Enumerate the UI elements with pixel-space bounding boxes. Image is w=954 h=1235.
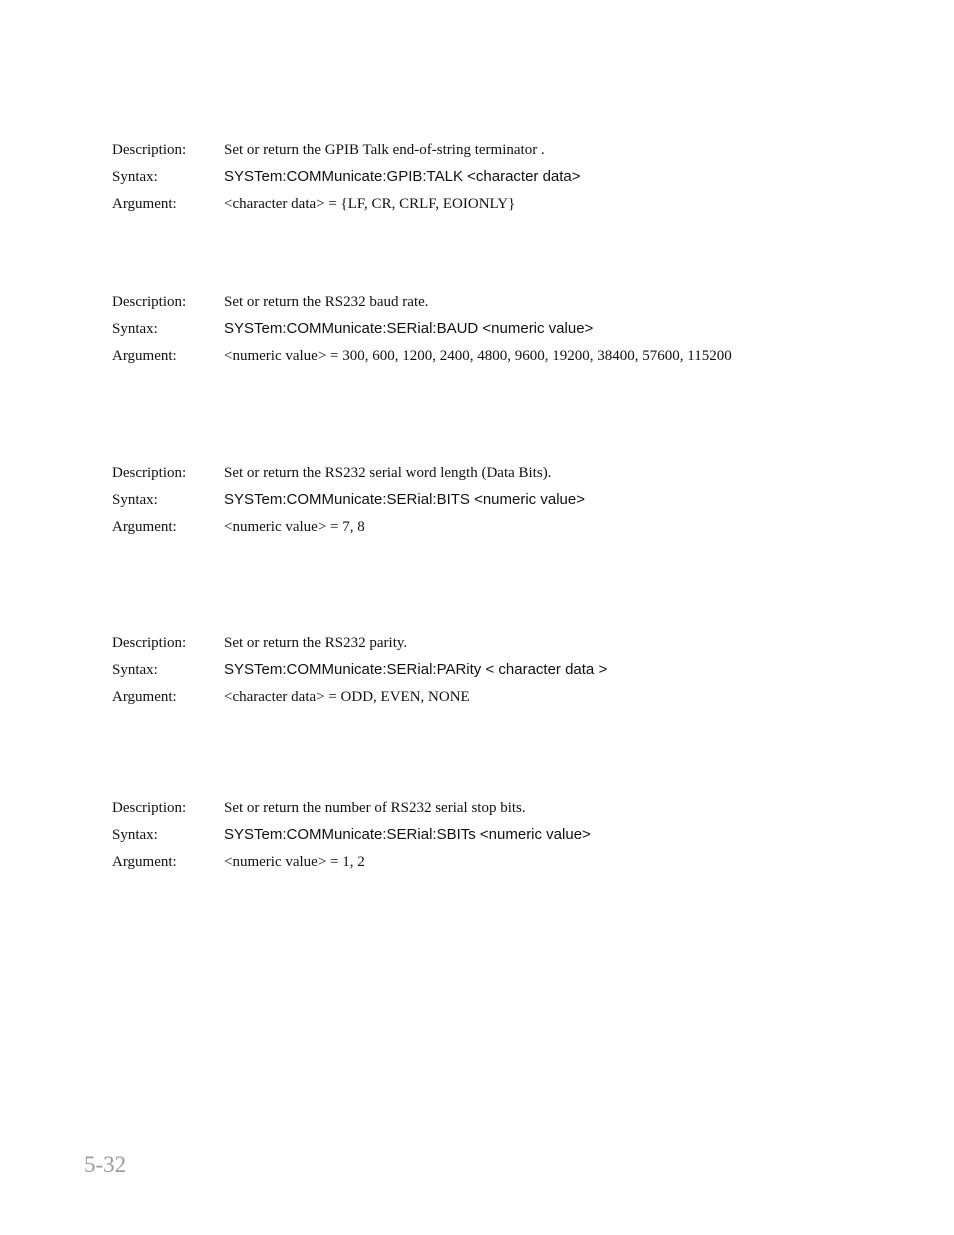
description-row (112, 140, 872, 167)
description-label: Description: (112, 142, 187, 158)
syntax-text: SYSTem:COMMunicate:GPIB:TALK <character data> (224, 168, 581, 185)
syntax-row (112, 660, 872, 687)
page-number: 5-32 (84, 1152, 127, 1177)
command-entry-serial-baud (112, 292, 872, 373)
argument-text: <numeric value> = 1, 2 (224, 854, 365, 870)
argument-row (112, 194, 872, 221)
command-entry-gpib-talk (112, 140, 872, 221)
description-label: Description: (112, 465, 187, 481)
argument-label: Argument: (112, 196, 177, 212)
argument-label: Argument: (112, 348, 177, 364)
argument-label: Argument: (112, 689, 177, 705)
syntax-label: Syntax: (112, 321, 158, 337)
argument-text: <character data> = ODD, EVEN, NONE (224, 689, 470, 705)
description-label: Description: (112, 294, 187, 310)
description-text: Set or return the number of RS232 serial stop bits. (224, 800, 526, 816)
syntax-row (112, 319, 872, 346)
syntax-row (112, 825, 872, 852)
argument-text: <character data> = {LF, CR, CRLF, EOIONLY} (224, 196, 516, 212)
description-label: Description: (112, 635, 187, 651)
syntax-label: Syntax: (112, 662, 158, 678)
argument-label: Argument: (112, 519, 177, 535)
description-text: Set or return the RS232 parity. (224, 635, 408, 651)
syntax-row (112, 490, 872, 517)
command-entry-serial-parity (112, 633, 872, 714)
description-text: Set or return the RS232 serial word length (Data Bits). (224, 465, 552, 481)
syntax-label: Syntax: (112, 827, 158, 843)
argument-text: <numeric value> = 300, 600, 1200, 2400, 4800, 9600, 19200, 38400, 57600, 115200 (224, 348, 732, 364)
syntax-text: SYSTem:COMMunicate:SERial:BITS <numeric value> (224, 491, 585, 508)
command-entry-serial-stop-bits (112, 798, 872, 879)
description-row (112, 633, 872, 660)
syntax-text: SYSTem:COMMunicate:SERial:SBITs <numeric value> (224, 826, 591, 843)
description-label: Description: (112, 800, 187, 816)
argument-row (112, 346, 872, 373)
description-row (112, 463, 872, 490)
description-text: Set or return the RS232 baud rate. (224, 294, 429, 310)
description-text: Set or return the GPIB Talk end-of-string terminator . (224, 142, 545, 158)
syntax-label: Syntax: (112, 492, 158, 508)
command-entry-serial-bits (112, 463, 872, 544)
syntax-text: SYSTem:COMMunicate:SERial:BAUD <numeric value> (224, 320, 594, 337)
argument-label: Argument: (112, 854, 177, 870)
syntax-row (112, 167, 872, 194)
argument-row (112, 517, 872, 544)
description-row (112, 798, 872, 825)
argument-row (112, 687, 872, 714)
argument-text: <numeric value> = 7, 8 (224, 519, 365, 535)
description-row (112, 292, 872, 319)
argument-row (112, 852, 872, 879)
syntax-text: SYSTem:COMMunicate:SERial:PARity < character data > (224, 661, 608, 678)
syntax-label: Syntax: (112, 169, 158, 185)
